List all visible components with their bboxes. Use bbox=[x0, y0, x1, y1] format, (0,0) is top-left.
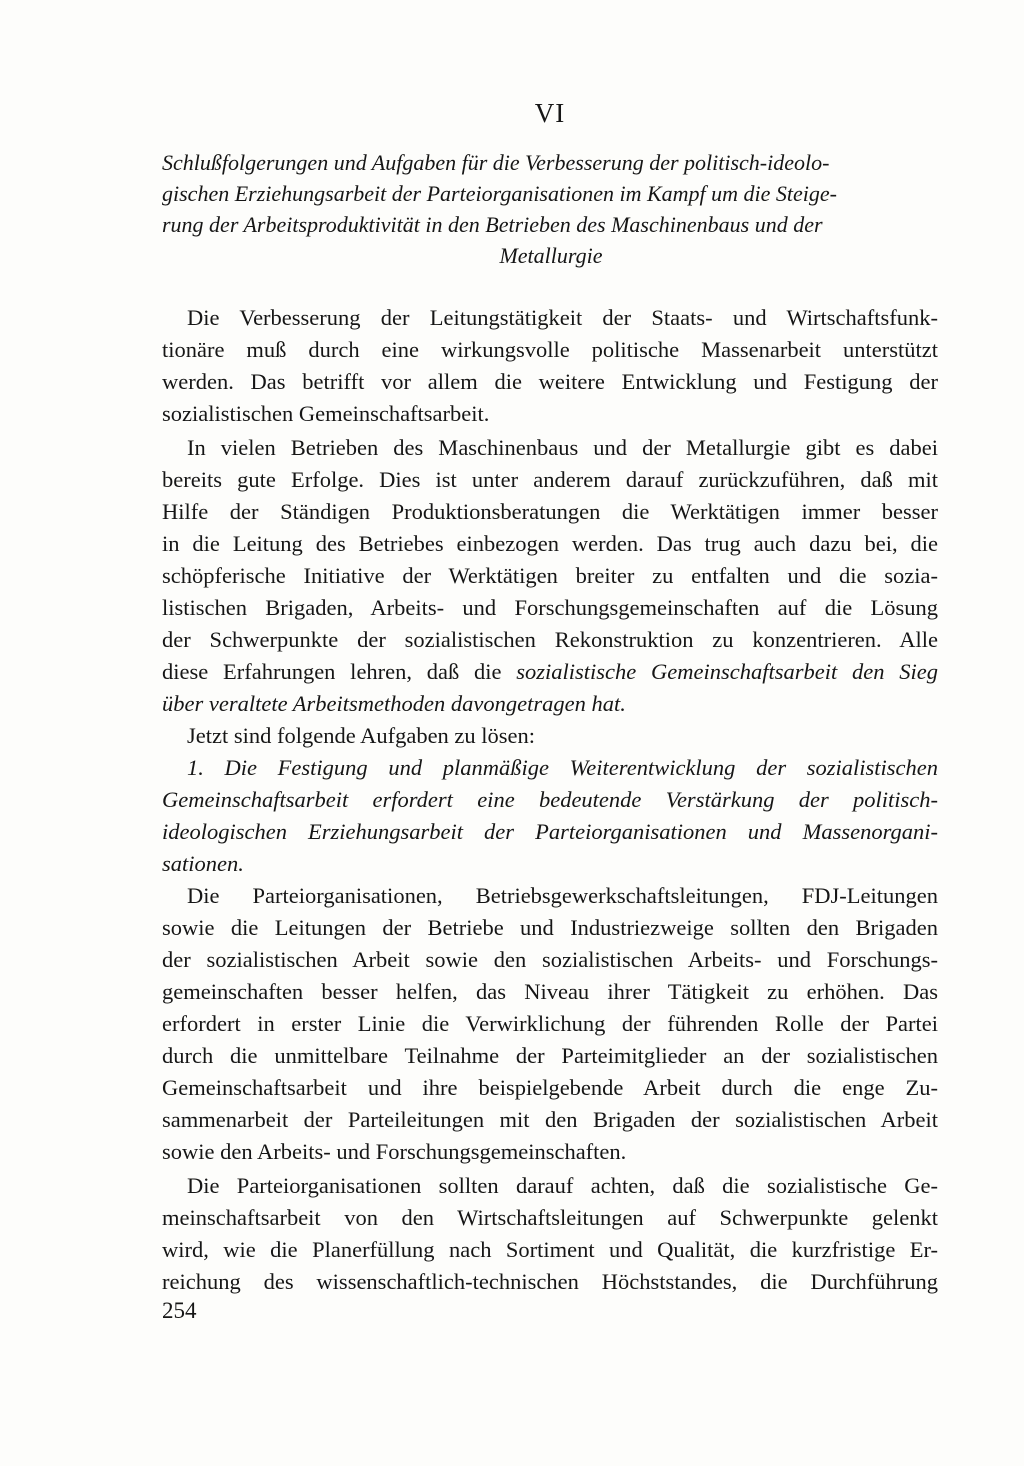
text-line: sammenarbeit der Parteileitungen mit den Brigaden der sozialistischen Arbeit bbox=[162, 1107, 938, 1132]
emphasis-text: 1. Die Festigung und planmäßige Weiterentwicklung der sozialistischen bbox=[187, 755, 938, 780]
emphasis-text: ideologischen Erziehungsarbeit der Parteiorganisationen und Massenorgani- bbox=[162, 819, 938, 844]
text-line: Die Parteiorganisationen sollten darauf achten, daß die sozialistische Ge- bbox=[187, 1173, 938, 1198]
text-line bbox=[162, 656, 938, 688]
emphasis-text: Gemeinschaftsarbeit erfordert eine bedeutende Verstärkung der politisch- bbox=[162, 787, 938, 812]
emphasis-text: sationen. bbox=[162, 851, 244, 876]
chapter-title-line: gischen Erziehungsarbeit der Parteiorganisationen im Kampf um die Steige- bbox=[162, 181, 837, 206]
text-line: Die Verbesserung der Leitungstätigkeit der Staats- und Wirtschaftsfunk- bbox=[187, 305, 938, 330]
text-line: listischen Brigaden, Arbeits- und Forschungsgemeinschaften auf die Lösung bbox=[162, 595, 938, 620]
text-line: sozialistischen Gemeinschaftsarbeit. bbox=[162, 401, 490, 426]
text-line: sowie die Leitungen der Betriebe und Industriezweige sollten den Brigaden bbox=[162, 915, 938, 940]
text-segment: diese Erfahrungen lehren, daß die bbox=[162, 659, 517, 684]
text-line: der Schwerpunkte der sozialistischen Rekonstruktion zu konzentrieren. Alle bbox=[162, 627, 938, 652]
text-line: Hilfe der Ständigen Produktionsberatungen die Werktätigen immer besser bbox=[162, 499, 938, 524]
text-line: Jetzt sind folgende Aufgaben zu lösen: bbox=[187, 723, 536, 748]
text-line bbox=[162, 816, 938, 848]
text-line: meinschaftsarbeit von den Wirtschaftsleitungen auf Schwerpunkte gelenkt bbox=[162, 1205, 938, 1230]
text-line: In vielen Betrieben des Maschinenbaus und der Metallurgie gibt es dabei bbox=[187, 435, 938, 460]
chapter-title-line: Schlußfolgerungen und Aufgaben für die Verbesserung der politisch-ideolo- bbox=[162, 150, 830, 175]
text-line bbox=[187, 752, 938, 784]
text-line bbox=[162, 688, 938, 720]
text-line: durch die unmittelbare Teilnahme der Parteimitglieder an der sozialistischen bbox=[162, 1043, 938, 1068]
text-line bbox=[162, 784, 938, 816]
text-line: Die Parteiorganisationen, Betriebsgewerkschaftsleitungen, FDJ-Leitungen bbox=[187, 883, 938, 908]
emphasis-text: über veraltete Arbeitsmethoden davongetragen hat. bbox=[162, 691, 626, 716]
text-line: sowie den Arbeits- und Forschungsgemeinschaften. bbox=[162, 1139, 627, 1164]
text-line: schöpferische Initiative der Werktätigen breiter zu entfalten und die sozia- bbox=[162, 563, 938, 588]
text-line: in die Leitung des Betriebes einbezogen werden. Das trug auch dazu bei, die bbox=[162, 531, 938, 556]
text-line bbox=[162, 848, 938, 880]
page-number: 254 bbox=[162, 1298, 197, 1323]
text-line: der sozialistischen Arbeit sowie den sozialistischen Arbeits- und Forschungs- bbox=[162, 947, 938, 972]
text-line: bereits gute Erfolge. Dies ist unter anderem darauf zurückzuführen, daß mit bbox=[162, 467, 938, 492]
chapter-number: VI bbox=[534, 98, 566, 128]
text-line: gemeinschaften besser helfen, das Niveau ihrer Tätigkeit zu erhöhen. Das bbox=[162, 979, 938, 1004]
text-line: wird, wie die Planerfüllung nach Sortiment und Qualität, die kurzfristige Er- bbox=[162, 1237, 938, 1262]
text-line: werden. Das betrifft vor allem die weitere Entwicklung und Festigung der bbox=[162, 369, 938, 394]
chapter-title-line: Metallurgie bbox=[499, 243, 603, 268]
text-line: erfordert in erster Linie die Verwirklichung der führenden Rolle der Partei bbox=[162, 1011, 938, 1036]
emphasis-text: sozialistische Gemeinschaftsarbeit den Sieg bbox=[516, 659, 938, 684]
text-line: Gemeinschaftsarbeit und ihre beispielgebende Arbeit durch die enge Zu- bbox=[162, 1075, 938, 1100]
text-line: reichung des wissenschaftlich-technischen Höchststandes, die Durchführung bbox=[162, 1269, 938, 1294]
chapter-title-line: rung der Arbeitsproduktivität in den Betrieben des Maschinenbaus und der bbox=[162, 212, 823, 237]
text-line: tionäre muß durch eine wirkungsvolle politische Massenarbeit unterstützt bbox=[162, 337, 938, 362]
